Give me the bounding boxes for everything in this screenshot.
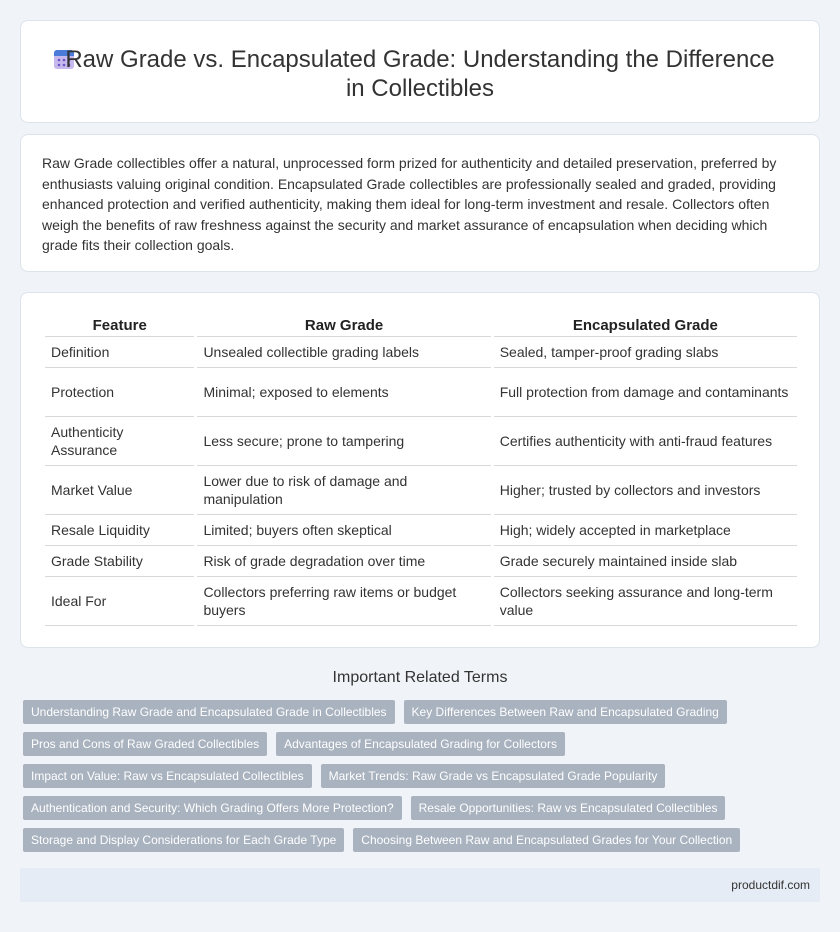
related-term-tag[interactable]: Impact on Value: Raw vs Encapsulated Collectibles <box>23 764 312 788</box>
footer-site-name[interactable]: productdif.com <box>731 878 810 892</box>
encapsulated-cell: Full protection from damage and contaminants <box>494 368 797 417</box>
feature-cell: Resale Liquidity <box>45 515 194 546</box>
encapsulated-cell: Certifies authenticity with anti-fraud features <box>494 417 797 466</box>
related-terms-heading: Important Related Terms <box>332 669 508 686</box>
feature-cell: Definition <box>45 337 194 368</box>
header-raw-grade: Raw Grade <box>197 315 490 337</box>
tag-row <box>23 764 803 788</box>
table-header-row <box>45 315 797 337</box>
raw-cell: Limited; buyers often skeptical <box>197 515 490 546</box>
related-terms-list <box>23 700 803 860</box>
encapsulated-cell: Collectors seeking assurance and long-term value <box>494 577 797 626</box>
tag-row <box>23 700 803 724</box>
table-row <box>45 546 797 577</box>
feature-cell: Market Value <box>45 466 194 515</box>
raw-cell: Lower due to risk of damage and manipulation <box>197 466 490 515</box>
raw-cell: Less secure; prone to tampering <box>197 417 490 466</box>
feature-cell: Authenticity Assurance <box>45 417 194 466</box>
related-term-tag[interactable]: Market Trends: Raw Grade vs Encapsulated Grade Popularity <box>321 764 666 788</box>
encapsulated-cell: Higher; trusted by collectors and investors <box>494 466 797 515</box>
table-row <box>45 337 797 368</box>
related-term-tag[interactable]: Choosing Between Raw and Encapsulated Grades for Your Collection <box>353 828 740 852</box>
related-term-tag[interactable]: Resale Opportunities: Raw vs Encapsulated Collectibles <box>411 796 726 820</box>
tag-row <box>23 796 803 820</box>
comparison-card <box>20 292 820 648</box>
table-row <box>45 368 797 417</box>
comparison-table <box>42 315 800 626</box>
table-row <box>45 515 797 546</box>
raw-cell: Minimal; exposed to elements <box>197 368 490 417</box>
tag-row <box>23 732 803 756</box>
summary-card <box>20 134 820 272</box>
table-row <box>45 577 797 626</box>
tag-row <box>23 828 803 852</box>
feature-cell: Protection <box>45 368 194 417</box>
raw-cell: Collectors preferring raw items or budget buyers <box>197 577 490 626</box>
summary-paragraph: Raw Grade collectibles offer a natural, unprocessed form prized for authenticity and detailed preservation, preferred by enthusiasts valuing original condition. Encapsulated Grade collectibles are professionally sealed and graded, providing enhanced protection and verified authenticity, making them ideal for long-term investment and resale. Collectors often weigh the benefits of raw freshness against the security and market assurance of encapsulation when deciding which grade fits their collection goals. <box>42 155 777 253</box>
page-title: Raw Grade vs. Encapsulated Grade: Understanding the Difference in Collectibles <box>65 46 775 102</box>
related-term-tag[interactable]: Advantages of Encapsulated Grading for Collectors <box>276 732 565 756</box>
feature-cell: Grade Stability <box>45 546 194 577</box>
header-encapsulated-grade: Encapsulated Grade <box>494 315 797 337</box>
related-term-tag[interactable]: Key Differences Between Raw and Encapsulated Grading <box>404 700 727 724</box>
encapsulated-cell: Sealed, tamper-proof grading slabs <box>494 337 797 368</box>
footer <box>20 868 820 902</box>
related-term-tag[interactable]: Storage and Display Considerations for Each Grade Type <box>23 828 344 852</box>
raw-cell: Risk of grade degradation over time <box>197 546 490 577</box>
encapsulated-cell: Grade securely maintained inside slab <box>494 546 797 577</box>
table-row <box>45 466 797 515</box>
header-feature: Feature <box>45 315 194 337</box>
header-card <box>20 20 820 123</box>
related-term-tag[interactable]: Understanding Raw Grade and Encapsulated Grade in Collectibles <box>23 700 395 724</box>
feature-cell: Ideal For <box>45 577 194 626</box>
raw-cell: Unsealed collectible grading labels <box>197 337 490 368</box>
table-row <box>45 417 797 466</box>
related-term-tag[interactable]: Pros and Cons of Raw Graded Collectibles <box>23 732 267 756</box>
related-term-tag[interactable]: Authentication and Security: Which Grading Offers More Protection? <box>23 796 402 820</box>
encapsulated-cell: High; widely accepted in marketplace <box>494 515 797 546</box>
